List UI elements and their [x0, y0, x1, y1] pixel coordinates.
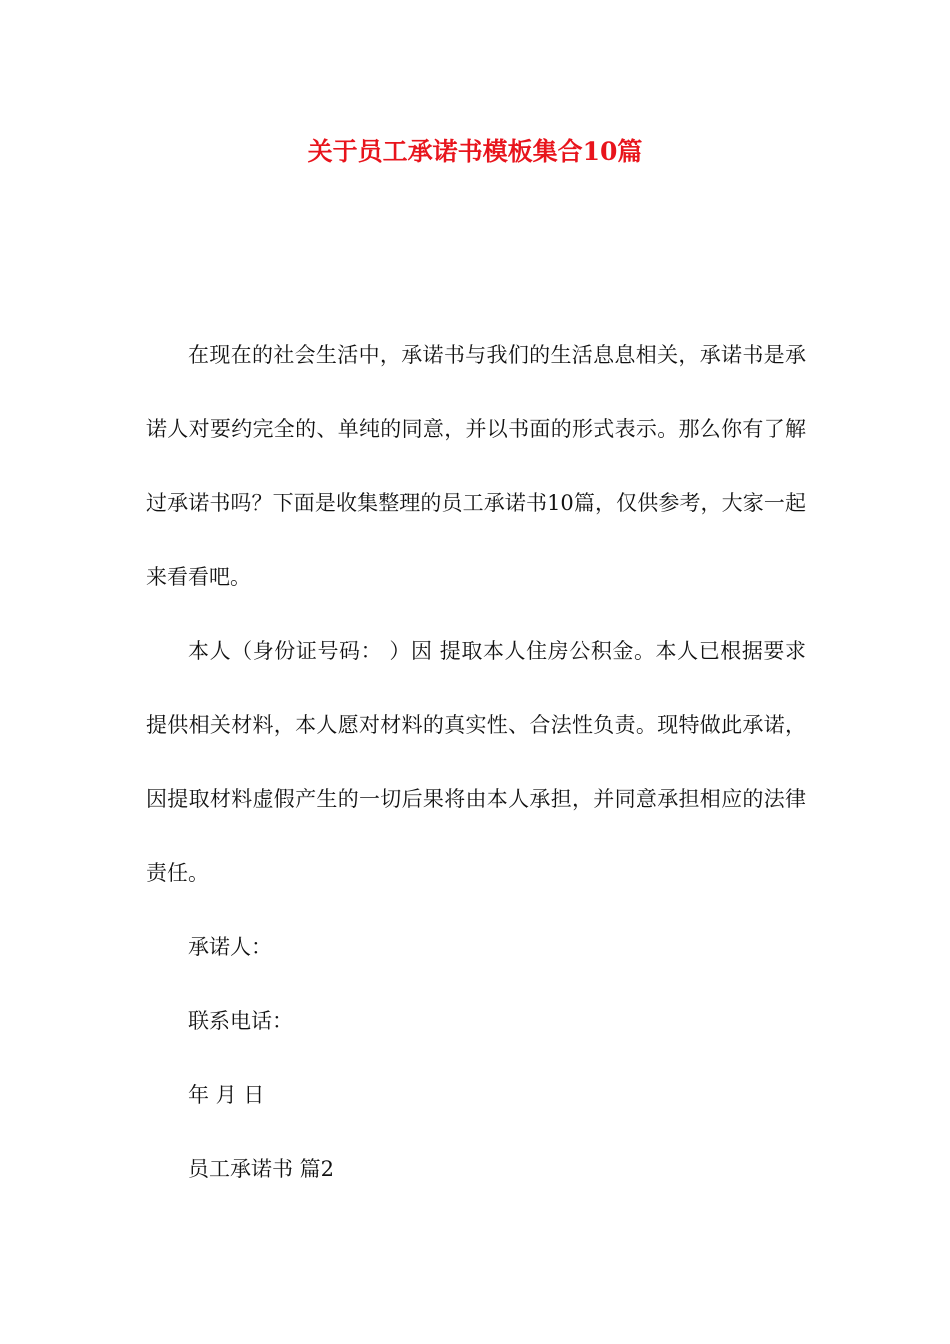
phone-line: 联系电话： [188, 1009, 293, 1033]
document-title: 关于员工承诺书模板集合10篇 [307, 137, 643, 166]
intro-paragraph: 在现在的社会生活中，承诺书与我们的生活息息相关，承诺书是承诺人对要约完全的、单纯的同意，并以书面的形式表示。那么你有了解过承诺书吗？下面是收集整理的员工承诺书10篇，仅供参考，大家一起来看看吧。 [146, 343, 806, 589]
commitment-paragraph: 本人（身份证号码： ）因 提取本人住房公积金。本人已根据要求提供相关材料，本人愿对材料的真实性、合法性负责。现特做此承诺，因提取材料虚假产生的一切后果将由本人承担，并同意承担相应的法律责任。 [146, 639, 806, 885]
date-line: 年 月 日 [188, 1083, 265, 1107]
section-heading: 员工承诺书 篇2 [188, 1157, 335, 1181]
signer-line: 承诺人： [188, 935, 272, 959]
document-body [146, 318, 806, 1206]
